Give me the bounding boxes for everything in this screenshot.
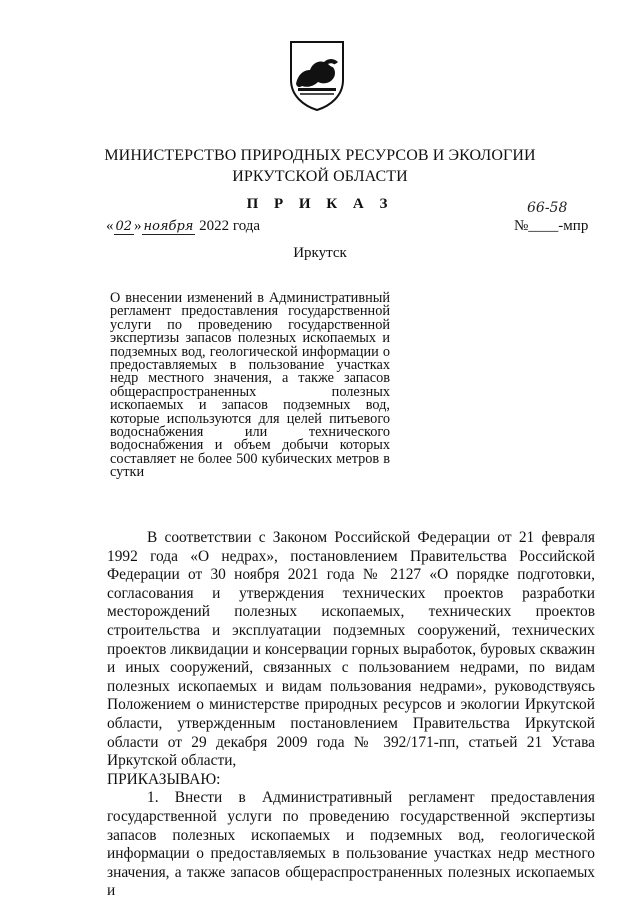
city: Иркутск: [293, 245, 347, 261]
date-day: 02: [115, 219, 133, 234]
order-body: [107, 529, 595, 901]
date-open-quote: «: [106, 218, 114, 234]
order-number-label: №____-мпр: [514, 218, 589, 234]
date-year: 2022 года: [195, 218, 261, 234]
order-number-handwritten: 66-58: [527, 200, 568, 216]
coat-of-arms-icon: [288, 40, 346, 112]
preamble-paragraph: В соответствии с Законом Российской Федерации от 21 февраля 1992 года «О недрах», постановлением Правительства Российской Федерации от 30 ноября 2021 года № 2127 «О порядке подготовки, согласования и утверждения технических проектов разработки месторождений полезных ископаемых, технических проектов строительства и эксплуатации подземных сооружений, технических проектов ликвидации и консервации горных выработок, буровых скважин и иных сооружений, связанных с пользованием недрами, по видам полезных ископаемых и видам пользования недрами», руководствуясь Положением о министерстве природных ресурсов и экологии Иркутской области, утвержденным постановлением Правительства Иркутской области от 29 декабря 2009 года № 392/171-пп, статьей 21 Устава Иркутской области,: [107, 529, 595, 770]
ministry-name-line2: ИРКУТСКОЙ ОБЛАСТИ: [232, 168, 408, 185]
date-close-quote: »: [134, 218, 142, 234]
document-type: П Р И К А З: [246, 196, 394, 212]
order-subject: О внесении изменений в Административный регламент предоставления государственной услуги по проведению государственной экспертизы запасов полезных ископаемых и подземных вод, геологической информации о предоставляемых в пользование участках недр местного значения, а также запасов общераспространенных полезных ископаемых и запасов подземных вод, которые используются для целей питьевого водоснабжения или технического водоснабжения и объем добычи которых составляет не более 500 кубических метров в сутки: [110, 290, 390, 481]
ministry-name-line1: МИНИСТЕРСТВО ПРИРОДНЫХ РЕСУРСОВ И ЭКОЛОГИИ: [104, 147, 536, 164]
order-word: ПРИКАЗЫВАЮ:: [107, 770, 221, 788]
order-date: [106, 218, 260, 235]
date-month: ноября: [143, 219, 194, 234]
order-item-1: 1. Внести в Административный регламент предоставления государственной услуги по проведению государственной экспертизы запасов полезных ископаемых и подземных вод, геологической информации о предоставляемых в пользование участках недр местного значения, а также запасов общераспространенных полезных ископаемых и: [107, 789, 595, 900]
